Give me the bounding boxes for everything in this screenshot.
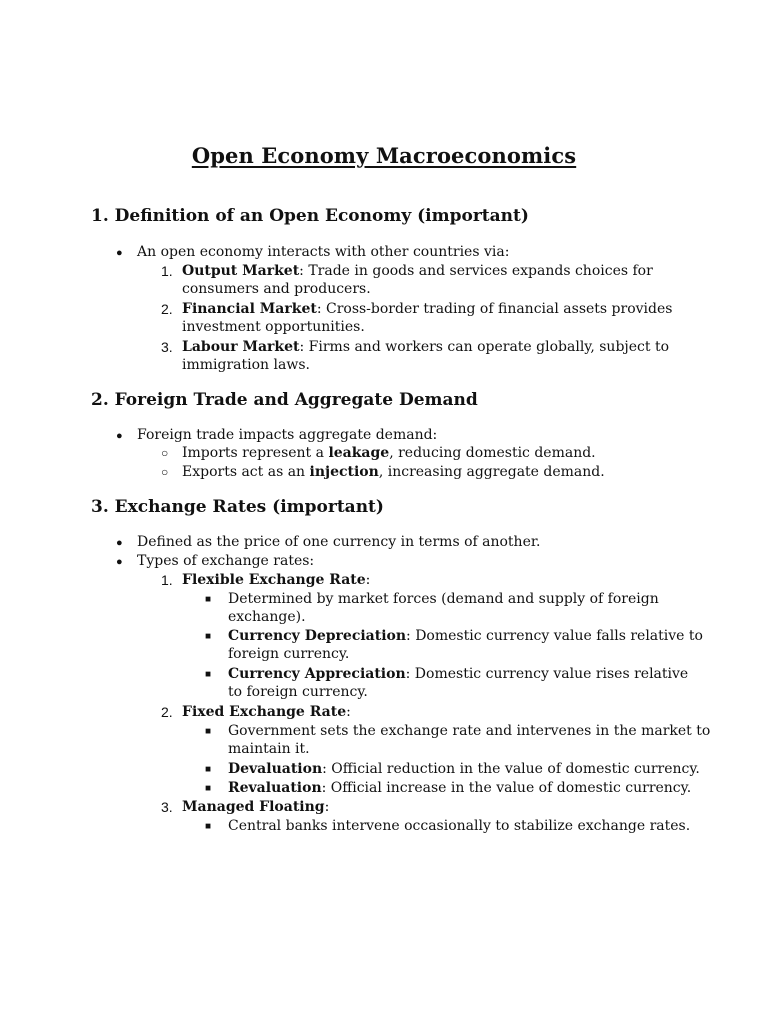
list-item-exports: Exports act as an injection, increasing aggregate demand.	[182, 464, 605, 480]
bullet-marker: ●	[116, 247, 123, 259]
point-devaluation: Devaluation: Official reduction in the value of domestic currency.	[228, 761, 700, 777]
point-continuation: foreign currency.	[228, 646, 350, 662]
list-number: 1.	[161, 263, 173, 279]
type-managed-floating: Managed Floating:	[182, 799, 330, 815]
square-bullet-marker: ■	[205, 764, 212, 775]
term-financial-market: Financial Market	[182, 301, 317, 317]
list-number: 2.	[161, 704, 173, 720]
list-number: 3.	[161, 339, 173, 355]
square-bullet-marker: ■	[205, 726, 212, 737]
term-labour-market: Labour Market	[182, 339, 300, 355]
section-2-intro: Foreign trade impacts aggregate demand:	[137, 427, 438, 443]
square-bullet-marker: ■	[205, 631, 212, 642]
list-item-output-market: Output Market: Trade in goods and services expands choices for	[182, 263, 653, 279]
list-item-labour-market: Labour Market: Firms and workers can operate globally, subject to	[182, 339, 670, 355]
section-heading-1: 1. Definition of an Open Economy (important)	[91, 206, 529, 226]
list-item-continuation: consumers and producers.	[182, 281, 371, 297]
bullet-text: Types of exchange rates:	[137, 553, 315, 569]
list-item-continuation: investment opportunities.	[182, 319, 365, 335]
square-bullet-marker: ■	[205, 594, 212, 605]
point-text: Central banks intervene occasionally to stabilize exchange rates.	[228, 818, 691, 834]
bullet-marker: ●	[116, 430, 123, 442]
point-continuation: exchange).	[228, 609, 306, 625]
list-number: 3.	[161, 799, 173, 815]
point-continuation: to foreign currency.	[228, 684, 368, 700]
section-heading-2: 2. Foreign Trade and Aggregate Demand	[91, 390, 478, 410]
list-item-financial-market: Financial Market: Cross-border trading of financial assets provides	[182, 301, 673, 317]
sub-bullet-marker: ○	[161, 446, 169, 460]
bullet-marker: ●	[116, 556, 123, 568]
point-continuation: maintain it.	[228, 741, 310, 757]
bullet-marker: ●	[116, 537, 123, 549]
point-text: Determined by market forces (demand and supply of foreign	[228, 591, 659, 607]
point-text: Government sets the exchange rate and intervenes in the market to	[228, 723, 711, 739]
list-number: 1.	[161, 572, 173, 588]
list-number: 2.	[161, 301, 173, 317]
type-flexible-exchange-rate: Flexible Exchange Rate:	[182, 572, 371, 588]
square-bullet-marker: ■	[205, 821, 212, 832]
type-fixed-exchange-rate: Fixed Exchange Rate:	[182, 704, 351, 720]
section-heading-3: 3. Exchange Rates (important)	[91, 497, 384, 517]
term-injection: injection	[309, 464, 379, 480]
term-output-market: Output Market	[182, 263, 300, 279]
sub-bullet-marker: ○	[161, 465, 169, 479]
bullet-text: Defined as the price of one currency in terms of another.	[137, 534, 541, 550]
point-currency-appreciation: Currency Appreciation: Domestic currency value rises relative	[228, 666, 689, 682]
list-item-imports: Imports represent a leakage, reducing domestic demand.	[182, 445, 596, 461]
term-leakage: leakage	[328, 445, 390, 461]
point-currency-depreciation: Currency Depreciation: Domestic currency value falls relative to	[228, 628, 703, 644]
point-revaluation: Revaluation: Official increase in the value of domestic currency.	[228, 780, 692, 796]
page-title: Open Economy Macroeconomics	[191, 143, 577, 168]
list-item-continuation: immigration laws.	[182, 357, 310, 373]
square-bullet-marker: ■	[205, 669, 212, 680]
square-bullet-marker: ■	[205, 783, 212, 794]
section-1-intro: An open economy interacts with other countries via:	[137, 244, 510, 260]
